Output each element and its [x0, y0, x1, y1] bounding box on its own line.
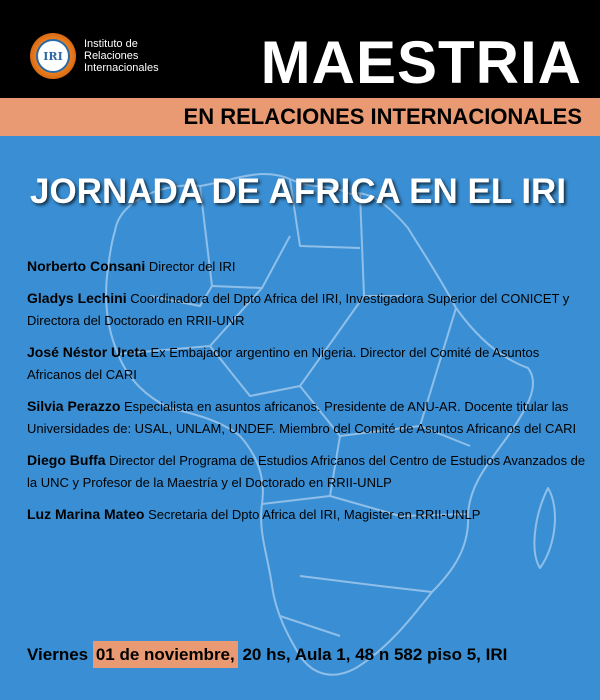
event-date: 01 de noviembre,	[93, 641, 238, 668]
institute-name	[84, 38, 159, 74]
speaker-entry	[27, 255, 587, 278]
speaker-entry	[27, 503, 587, 526]
speaker-description: Especialista en asuntos africanos. Presidente de ANU-AR. Docente titular las Universidades de: USAL, UNLAM, UNDEF. Miembro del Comité de Asuntos Africanos del CARI	[27, 399, 577, 436]
speaker-entry	[27, 287, 587, 332]
speaker-name: José Néstor Ureta	[27, 344, 147, 360]
speaker-description: Ex Embajador argentino en Nigeria. Director del Comité de Asuntos Africanos del CARI	[27, 345, 540, 382]
header-bar	[0, 0, 600, 98]
event-title: JORNADA DE AFRICA EN EL IRI	[30, 172, 567, 211]
institute-name-line: Instituto de	[84, 38, 138, 50]
event-details	[27, 645, 507, 665]
subtitle: EN RELACIONES INTERNACIONALES	[183, 104, 582, 129]
subtitle-bar	[0, 98, 600, 136]
speaker-description: Director del IRI	[145, 259, 236, 274]
speaker-name: Luz Marina Mateo	[27, 506, 145, 522]
main-title: MAESTRIA	[260, 29, 582, 96]
speaker-name: Gladys Lechini	[27, 290, 127, 306]
speaker-name: Silvia Perazzo	[27, 398, 121, 414]
speaker-description: Secretaria del Dpto Africa del IRI, Magister en RRII-UNLP	[144, 507, 481, 522]
speaker-list	[27, 255, 587, 535]
event-day: Viernes	[27, 645, 93, 664]
speaker-name: Norberto Consani	[27, 258, 146, 274]
speaker-description: Coordinadora del Dpto Africa del IRI, Investigadora Superior del CONICET y Directora del Doctorado en RRII-UNR	[27, 291, 570, 328]
speaker-entry	[27, 341, 587, 386]
institute-name-line: Internacionales	[84, 62, 159, 74]
speaker-entry	[27, 449, 587, 494]
speaker-description: Director del Programa de Estudios Africanos del Centro de Estudios Avanzados de la UNC y Profesor de la Maestría y el Doctorado en RRII-UNLP	[27, 453, 586, 490]
iri-logo-emblem: IRI	[36, 39, 70, 73]
event-time-location: 20 hs, Aula 1, 48 n 582 piso 5, IRI	[237, 645, 508, 664]
speaker-name: Diego Buffa	[27, 452, 106, 468]
iri-logo	[30, 33, 76, 79]
speaker-entry	[27, 395, 587, 440]
institute-name-line: Relaciones	[84, 50, 139, 62]
